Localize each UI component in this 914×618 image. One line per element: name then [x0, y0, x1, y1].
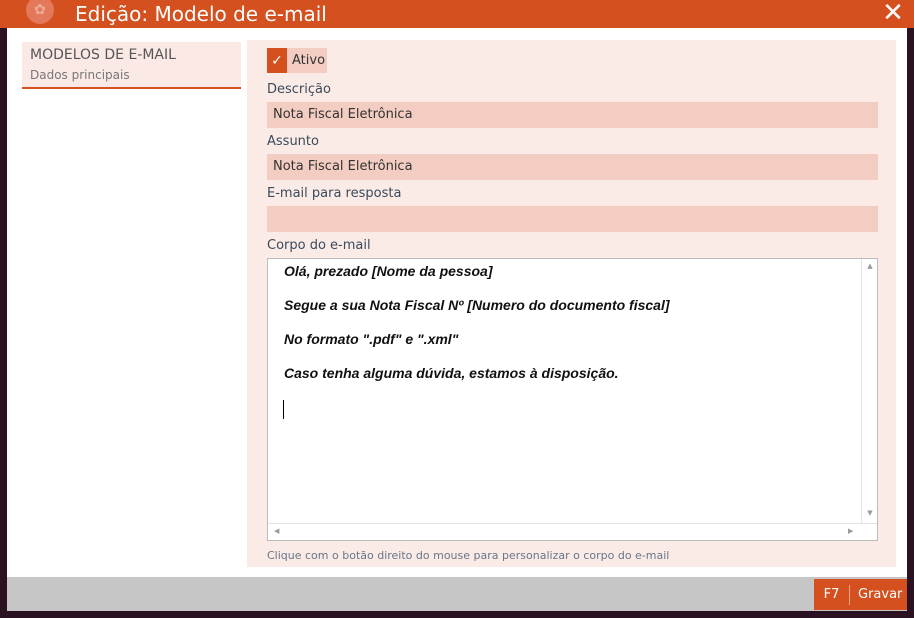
email-body-editor[interactable]	[267, 258, 878, 541]
email-body-line: Segue a sua Nota Fiscal Nº [Numero do documento fiscal]	[284, 297, 670, 313]
active-checkbox[interactable]	[267, 48, 327, 73]
corpo-label: Corpo do e-mail	[267, 238, 371, 253]
footer-bar	[7, 577, 907, 611]
window-title: Edição: Modelo de e-mail	[75, 2, 327, 26]
scroll-left-icon[interactable]: ◀	[274, 527, 280, 535]
editor-hint: Clique com o botão direito do mouse para personalizar o corpo do e-mail	[267, 549, 670, 562]
rose-logo-icon: ✿	[26, 0, 54, 24]
save-shortcut-key: F7	[823, 587, 840, 602]
resposta-label: E-mail para resposta	[267, 186, 402, 201]
scroll-right-icon[interactable]: ▶	[848, 527, 854, 535]
save-label: Gravar	[858, 587, 903, 602]
scroll-up-icon[interactable]: ▲	[867, 262, 873, 270]
email-body-line: Caso tenha alguma dúvida, estamos à disposição.	[284, 365, 619, 381]
email-body-text[interactable]	[284, 263, 854, 399]
email-body-line: No formato ".pdf" e ".xml"	[284, 331, 459, 347]
vertical-scrollbar[interactable]	[861, 259, 877, 523]
save-button[interactable]	[814, 579, 907, 610]
active-label: Ativo	[292, 53, 326, 68]
nav-item-modelos-de-email[interactable]	[22, 42, 241, 89]
assunto-input[interactable]	[267, 154, 878, 180]
form-panel	[247, 40, 896, 567]
horizontal-scrollbar[interactable]	[268, 523, 877, 540]
background-window-edge-right	[907, 28, 914, 611]
email-body-line: Olá, prezado [Nome da pessoa]	[284, 263, 493, 279]
scroll-down-icon[interactable]: ▼	[867, 509, 873, 517]
descricao-input[interactable]	[267, 102, 878, 128]
resposta-email-input[interactable]	[267, 206, 878, 232]
assunto-label: Assunto	[267, 134, 319, 149]
nav-item-title: MODELOS DE E-MAIL	[30, 47, 176, 63]
title-bar	[0, 0, 914, 28]
nav-item-subtitle: Dados principais	[30, 68, 130, 82]
checkmark-icon[interactable]: ✓	[267, 48, 287, 73]
descricao-label: Descrição	[267, 82, 331, 97]
background-window-edge-left	[0, 28, 7, 611]
text-caret	[283, 400, 284, 419]
close-icon[interactable]: ✕	[882, 0, 904, 28]
